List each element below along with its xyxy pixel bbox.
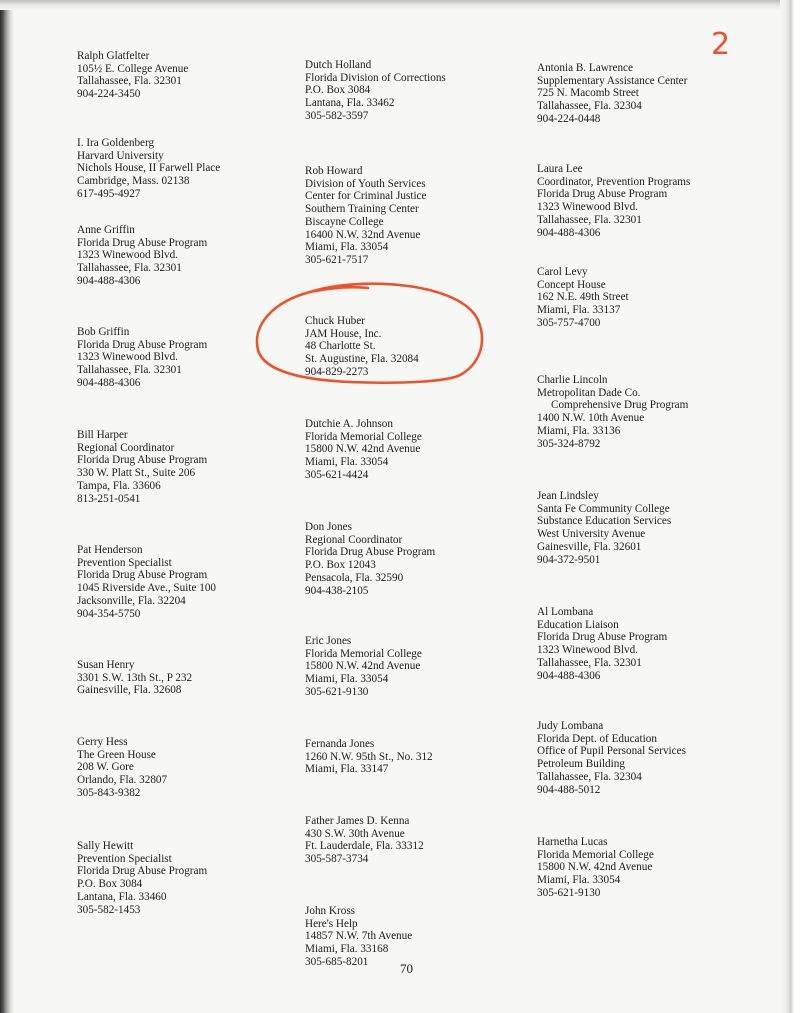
entry-line: 15800 N.W. 42nd Avenue — [537, 861, 653, 874]
entry-name: Chuck Huber — [305, 315, 365, 327]
entry-name: Anne Griffin — [77, 224, 135, 236]
entry-line: Orlando, Fla. 32807 — [77, 774, 168, 787]
entry-name: Fernanda Jones — [305, 738, 375, 750]
entry-line: Tallahassee, Fla. 32301 — [77, 364, 182, 377]
entry-name: Bill Harper — [77, 429, 128, 441]
directory-entry — [77, 137, 220, 201]
entry-line: 617-495-4927 — [77, 187, 141, 200]
directory-entry — [305, 315, 419, 379]
entry-line: 305-621-9130 — [537, 886, 601, 899]
entry-line: Tallahassee, Fla. 32301 — [537, 656, 642, 669]
entry-name: Jean Lindsley — [537, 490, 599, 502]
handwritten-page-annotation: 2 — [711, 27, 731, 62]
entry-line: Lantana, Fla. 33460 — [77, 890, 167, 903]
entry-line: 904-488-4306 — [77, 274, 141, 287]
entry-line: Miami, Fla. 33136 — [537, 424, 621, 437]
entry-line: 305-582-3597 — [305, 109, 369, 122]
directory-entry — [537, 606, 667, 682]
directory-entry — [537, 266, 629, 330]
directory-entry — [305, 738, 433, 776]
entry-line: 305-587-3734 — [305, 853, 369, 866]
entry-name: I. Ira Goldenberg — [77, 137, 155, 149]
entry-line: Miami, Fla. 33054 — [305, 673, 389, 686]
entry-line: Biscayne College — [305, 215, 384, 228]
entry-line: Regional Coordinator — [305, 533, 403, 546]
entry-line: 1045 Riverside Ave., Suite 100 — [77, 582, 217, 595]
entry-line: Office of Pupil Personal Services — [537, 745, 686, 758]
entry-line: Prevention Specialist — [77, 556, 172, 569]
entry-line: Florida Drug Abuse Program — [537, 631, 668, 644]
entry-line: Florida Drug Abuse Program — [77, 236, 208, 249]
entry-name: Pat Henderson — [77, 544, 143, 556]
entry-line: 904-488-4306 — [77, 376, 141, 389]
directory-entry — [77, 840, 207, 916]
entry-line: 904-488-4306 — [537, 226, 601, 239]
entry-line: Tampa, Fla. 33606 — [77, 479, 161, 492]
entry-line: 305-757-4700 — [537, 316, 601, 329]
entry-line: 430 S.W. 30th Avenue — [305, 827, 405, 840]
entry-line: Miami, Fla. 33054 — [305, 241, 389, 254]
entry-line: Florida Memorial College — [537, 848, 654, 861]
entry-line: 305-621-7517 — [305, 253, 369, 266]
entry-line: Concept House — [537, 278, 606, 291]
entry-line: Pensacola, Fla. 32590 — [305, 571, 404, 584]
entry-line: St. Augustine, Fla. 32084 — [305, 353, 419, 366]
entry-line: Tallahassee, Fla. 32304 — [537, 100, 642, 113]
directory-entry — [537, 720, 686, 796]
entry-name: Laura Lee — [537, 163, 583, 175]
entry-name: Father James D. Kenna — [305, 815, 410, 827]
entry-line: The Green House — [77, 748, 156, 761]
entry-line: 813-251-0541 — [77, 492, 141, 505]
entry-line: 305-621-4424 — [305, 468, 369, 481]
entry-line: 305-685-8201 — [305, 955, 369, 968]
entry-line: Florida Memorial College — [305, 647, 422, 660]
entry-name: Dutchie A. Johnson — [305, 418, 393, 430]
entry-line: Petroleum Building — [537, 758, 625, 771]
directory-entry — [77, 544, 216, 620]
entry-line: Miami, Fla. 33168 — [305, 943, 389, 956]
directory-entry — [537, 163, 690, 239]
entry-line: Southern Training Center — [305, 203, 419, 216]
page-edge-shadow — [780, 0, 800, 1013]
entry-line: Center for Criminal Justice — [305, 190, 427, 203]
entry-line: Substance Education Services — [537, 515, 672, 528]
entry-line: 904-372-9501 — [537, 553, 601, 566]
entry-line: Jacksonville, Fla. 32204 — [77, 594, 186, 607]
entry-line: Santa Fe Community College — [537, 502, 670, 515]
entry-line: Ft. Lauderdale, Fla. 33312 — [305, 840, 424, 853]
entry-line: Miami, Fla. 33147 — [305, 763, 389, 776]
directory-entry — [305, 635, 422, 699]
entry-line: 305-621-9130 — [305, 685, 369, 698]
entry-name: Dutch Holland — [305, 59, 372, 71]
entry-line: Education Liaison — [537, 618, 619, 631]
entry-line: 904-224-0448 — [537, 112, 601, 125]
entry-line: 904-438-2105 — [305, 584, 369, 597]
entry-line: 3301 S.W. 13th St., P 232 — [77, 671, 193, 684]
entry-line: Tallahassee, Fla. 32301 — [537, 213, 642, 226]
directory-entry — [537, 62, 687, 126]
directory-entry — [537, 836, 654, 900]
directory-entry — [537, 490, 671, 566]
page-number: 70 — [400, 961, 413, 976]
entry-line: 1323 Winewood Blvd. — [77, 351, 178, 364]
entry-line: Tallahassee, Fla. 32304 — [537, 770, 642, 783]
entry-line: Here's Help — [305, 917, 358, 930]
directory-entry — [77, 736, 167, 800]
entry-line: Cambridge, Mass. 02138 — [77, 175, 190, 188]
entry-name: Charlie Lincoln — [537, 374, 608, 386]
entry-line: Miami, Fla. 33054 — [305, 456, 389, 469]
entry-line: Coordinator, Prevention Programs — [537, 175, 691, 188]
entry-line: 1323 Winewood Blvd. — [77, 249, 178, 262]
entry-line: 162 N.E. 49th Street — [537, 291, 629, 304]
page-binding-shadow — [0, 0, 14, 1013]
entry-line: 105½ E. College Avenue — [77, 62, 189, 75]
entry-line: Miami, Fla. 33054 — [537, 874, 621, 887]
entry-line: Florida Drug Abuse Program — [77, 865, 208, 878]
entry-line: Nichols House, II Farwell Place — [77, 162, 221, 175]
entry-line: 1400 N.W. 10th Avenue — [537, 412, 645, 425]
entry-line: 48 Charlotte St. — [305, 340, 376, 353]
entry-line: P.O. Box 3084 — [305, 84, 371, 97]
directory-entry — [77, 326, 207, 390]
entry-line: 1323 Winewood Blvd. — [537, 201, 638, 214]
page-top-shadow — [0, 0, 800, 10]
entry-line: 14857 N.W. 7th Avenue — [305, 930, 413, 943]
entry-name: Al Lombana — [537, 606, 594, 618]
entry-line: 904-354-5750 — [77, 607, 141, 620]
entry-name: Rob Howard — [305, 165, 363, 177]
entry-line: 330 W. Platt St., Suite 206 — [77, 467, 196, 480]
entry-name: Don Jones — [305, 521, 352, 533]
entry-line: Florida Drug Abuse Program — [77, 338, 208, 351]
entry-name: Gerry Hess — [77, 736, 128, 748]
directory-entry — [77, 224, 207, 288]
entry-line: 904-488-4306 — [537, 669, 601, 682]
entry-line: Regional Coordinator — [77, 441, 175, 454]
entry-line: 1260 N.W. 95th St., No. 312 — [305, 750, 433, 763]
entry-line: 904-488-5012 — [537, 783, 601, 796]
entry-line: Florida Drug Abuse Program — [77, 454, 208, 467]
entry-line: 305-843-9382 — [77, 786, 141, 799]
entry-name: Antonia B. Lawrence — [537, 62, 633, 74]
directory-entry — [77, 659, 192, 697]
entry-line: Tallahassee, Fla. 32301 — [77, 75, 182, 88]
entry-line: Florida Drug Abuse Program — [305, 546, 436, 559]
directory-entry — [305, 815, 424, 866]
entry-name: Ralph Glatfelter — [77, 50, 150, 62]
entry-name: Judy Lombana — [537, 720, 604, 732]
entry-name: Harnetha Lucas — [537, 836, 608, 848]
entry-line: 208 W. Gore — [77, 761, 134, 774]
entry-line: Prevention Specialist — [77, 852, 172, 865]
entry-line: P.O. Box 12043 — [305, 559, 376, 572]
entry-line: Florida Memorial College — [305, 430, 422, 443]
entry-line: JAM House, Inc. — [305, 327, 382, 340]
entry-line: 904-224-3450 — [77, 88, 141, 101]
entry-name: Eric Jones — [305, 635, 352, 647]
entry-line: Miami, Fla. 33137 — [537, 304, 621, 317]
entry-line: Metropolitan Dade Co. — [537, 386, 641, 399]
directory-entry — [537, 374, 688, 450]
entry-line: Harvard University — [77, 149, 164, 162]
entry-name: Susan Henry — [77, 659, 135, 671]
entry-line: 904-829-2273 — [305, 365, 369, 378]
entry-line: Florida Dept. of Education — [537, 732, 657, 745]
entry-line: Gainesville, Fla. 32608 — [77, 684, 182, 697]
directory-entry — [305, 521, 435, 597]
directory-entry — [305, 418, 422, 482]
entry-line: 305-582-1453 — [77, 903, 141, 916]
entry-line: Gainesville, Fla. 32601 — [537, 540, 642, 553]
entry-line: Comprehensive Drug Program — [551, 399, 689, 412]
entry-line: 1323 Winewood Blvd. — [537, 644, 638, 657]
entry-name: Bob Griffin — [77, 326, 130, 338]
entry-line: P.O. Box 3084 — [77, 878, 143, 891]
entry-line: 16400 N.W. 32nd Avenue — [305, 228, 421, 241]
directory-entry — [305, 905, 412, 969]
entry-line: Florida Division of Corrections — [305, 71, 446, 84]
entry-line: Division of Youth Services — [305, 177, 426, 190]
entry-line: Tallahassee, Fla. 32301 — [77, 262, 182, 275]
entry-line: 725 N. Macomb Street — [537, 87, 639, 100]
entry-line: 305-324-8792 — [537, 437, 601, 450]
directory-entry — [305, 59, 446, 123]
entry-line: Florida Drug Abuse Program — [77, 569, 208, 582]
entry-line: 15800 N.W. 42nd Avenue — [305, 443, 421, 456]
entry-line: 15800 N.W. 42nd Avenue — [305, 660, 421, 673]
directory-entry — [77, 50, 188, 101]
entry-name: Sally Hewitt — [77, 840, 134, 852]
entry-line: West University Avenue — [537, 528, 646, 541]
entry-line: Lantana, Fla. 33462 — [305, 97, 395, 110]
directory-entry — [77, 429, 207, 505]
entry-line: Florida Drug Abuse Program — [537, 188, 668, 201]
entry-line: Supplementary Assistance Center — [537, 74, 688, 87]
entry-name: John Kross — [305, 905, 356, 917]
directory-entry — [305, 165, 426, 267]
entry-name: Carol Levy — [537, 266, 588, 278]
